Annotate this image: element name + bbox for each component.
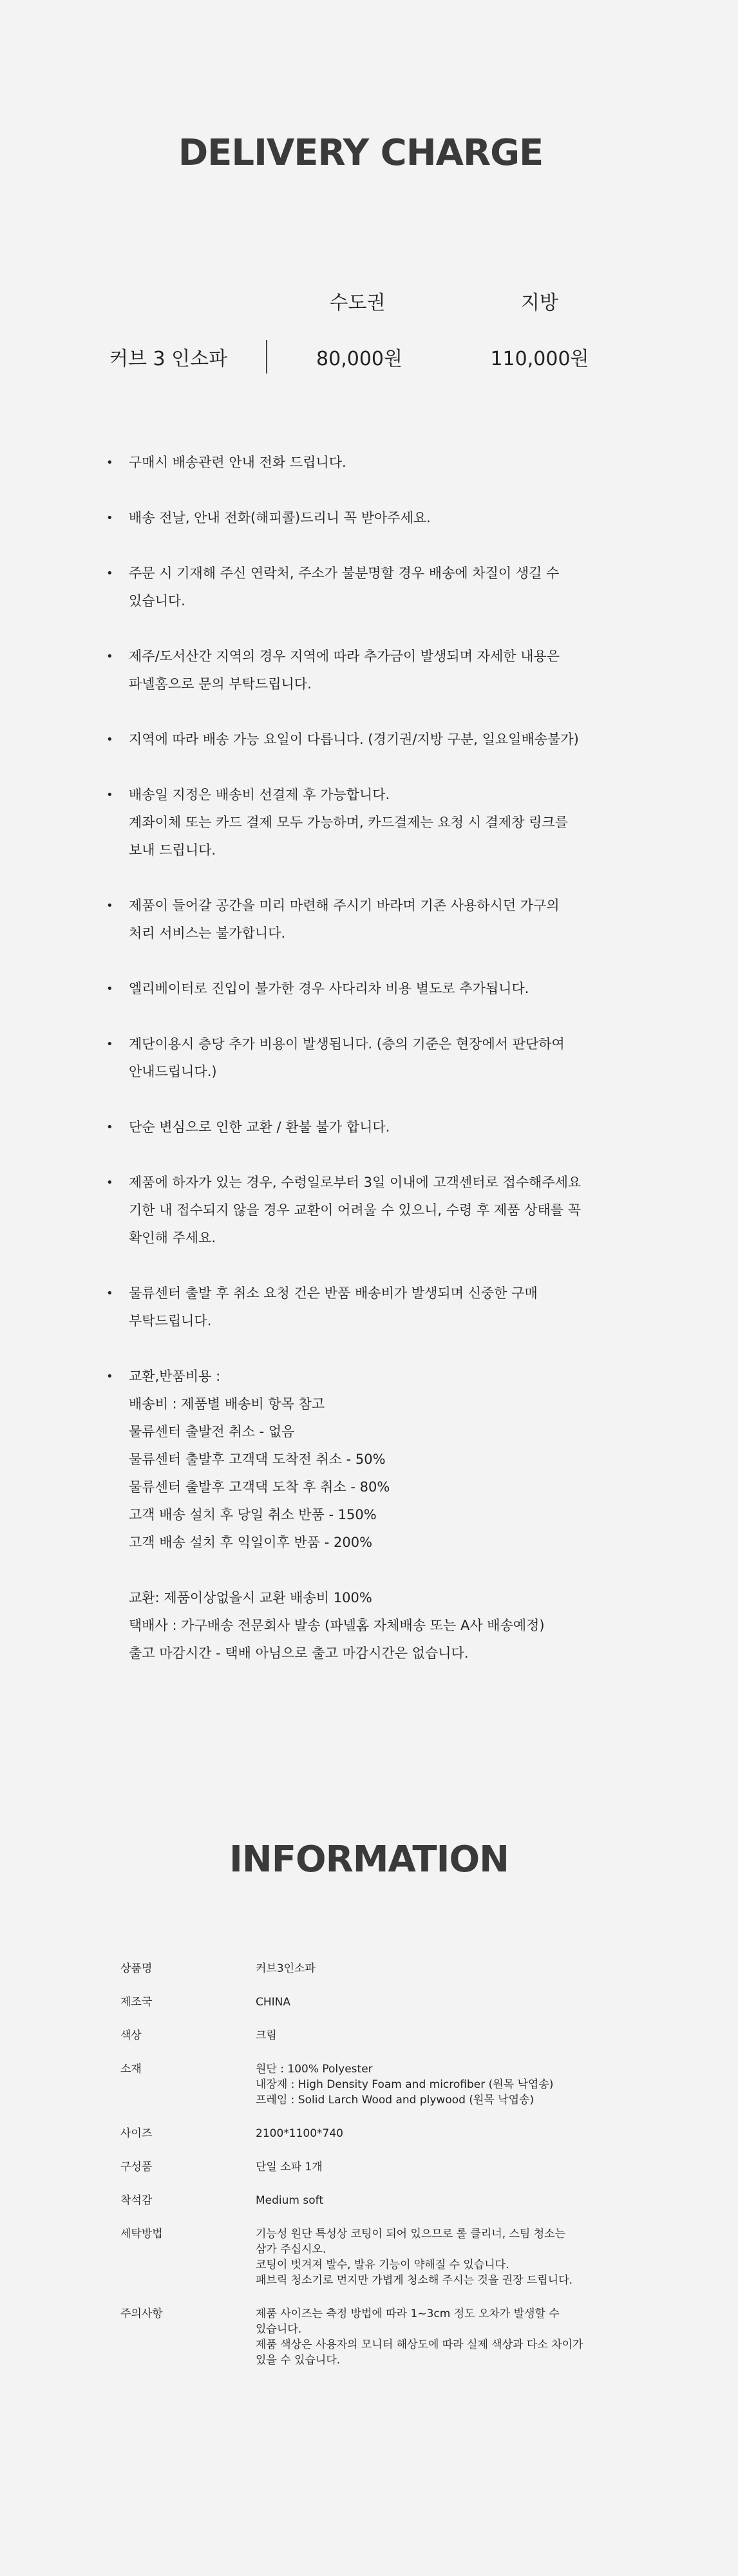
info-value [256,2061,553,2108]
information-table [120,1961,655,2386]
info-value [256,2193,323,2208]
notice-item [106,726,634,753]
notice-line: 교환: 제품이상없을시 교환 배송비 100% [129,1590,372,1605]
info-value-line: Medium soft [256,2194,323,2207]
notice-line: 물류센터 출발후 고객댁 도착 후 취소 - 80% [129,1479,390,1495]
info-row [120,2126,655,2141]
notice-line: • 물류센터 출발 후 취소 요청 건은 반품 배송비가 발생되며 신중한 구매 [129,1285,538,1301]
info-key: 구성품 [120,2161,153,2174]
notice-line: 고객 배송 설치 후 익일이후 반품 - 200% [129,1535,373,1550]
info-key: 상품명 [120,1962,153,1975]
notice-line: 보내 드립니다. [129,842,216,858]
info-key: 주의사항 [120,2307,163,2320]
info-row [120,1994,655,2010]
info-row [120,2159,655,2175]
info-value [256,1961,316,1976]
info-key: 소재 [120,2063,142,2076]
notice-spacer [129,1557,634,1584]
notice-line: • 제품에 하자가 있는 경우, 수령일로부터 3일 이내에 고객센터로 접수해주세요 [129,1175,582,1190]
info-value-line: 원단 : 100% Polyester [256,2063,373,2076]
notice-item [106,504,634,532]
info-key: 사이즈 [120,2127,153,2140]
notice-line: 물류센터 출발후 고객댁 도착전 취소 - 50% [129,1452,386,1467]
notice-line: • 배송일 지정은 배송비 선결제 후 가능합니다. [129,787,390,802]
header-local-area: 지방 [521,292,558,314]
notice-line: 확인해 주세요. [129,1230,216,1245]
notice-line: 배송비 : 제품별 배송비 항목 참고 [129,1396,325,1412]
notice-item [106,975,634,1003]
info-value [256,2306,583,2368]
notice-line: • 제주/도서산간 지역의 경우 지역에 따라 추가금이 발생되며 자세한 내용은 [129,649,560,664]
notice-line: • 배송 전날, 안내 전화(해피콜)드리니 꼭 받아주세요. [129,510,431,526]
notice-line: • 지역에 따라 배송 가능 요일이 다릅니다. (경기권/지방 구분, 일요일배송불가) [129,732,579,747]
info-row [120,2028,655,2043]
info-value-line: 제품 사이즈는 측정 방법에 따라 1~3cm 정도 오차가 발생할 수 [256,2307,560,2320]
info-value-line: 프레임 : Solid Larch Wood and plywood (원목 낙엽송) [256,2094,535,2107]
notice-line: 계좌이체 또는 카드 결제 모두 가능하며, 카드결제는 요청 시 결제창 링크를 [129,815,569,830]
information-title: INFORMATION [229,1839,509,1880]
info-row [120,2193,655,2208]
info-value [256,2226,572,2288]
info-value [256,2159,323,2175]
info-value-line: 내장재 : High Density Foam and microfiber (원목 낙엽송) [256,2078,554,2091]
notice-line: • 구매시 배송관련 안내 전화 드립니다. [129,455,346,470]
info-row [120,2061,655,2108]
info-value-line: 삼가 주십시오. [256,2243,326,2256]
info-value [256,2028,277,2043]
notice-line: 택배사 : 가구배송 전문회사 발송 (파넬홈 자체배송 또는 A사 배송예정) [129,1618,545,1633]
info-value-line: 2100*1100*740 [256,2127,343,2140]
info-value-line: 커브3인소파 [256,1962,316,1975]
info-value-line: 기능성 원단 특성상 코팅이 되어 있으므로 롤 클리너, 스팀 청소는 [256,2228,566,2240]
info-value [256,2126,343,2141]
notice-line: 기한 내 접수되지 않을 경우 교환이 어려울 수 있으니, 수령 후 제품 상태를 꼭 [129,1202,582,1218]
notice-line: 출고 마감시간 - 택배 아님으로 출고 마감시간은 없습니다. [129,1645,469,1661]
info-value-line: 크림 [256,2029,277,2042]
notice-item [106,892,634,947]
info-row [120,2306,655,2368]
info-value-line: 패브릭 청소기로 먼지만 가볍게 청소해 주시는 것을 권장 드립니다. [256,2274,573,2287]
info-key: 제조국 [120,1996,153,2009]
info-key: 착석감 [120,2194,153,2207]
info-row [120,1961,655,1976]
notice-line: 파넬홈으로 문의 부탁드립니다. [129,676,312,692]
notice-line: 부탁드립니다. [129,1313,212,1329]
info-value-line: 단일 소파 1개 [256,2161,323,2174]
info-key: 색상 [120,2029,142,2042]
notice-item [106,1363,634,1667]
info-value-line: 있을 수 있습니다. [256,2354,341,2367]
notice-item [106,1280,634,1335]
delivery-charge-title: DELIVERY CHARGE [178,132,544,174]
table-divider [266,340,267,374]
notice-item [106,449,634,477]
price-local-area: 110,000원 [490,348,589,370]
notice-line: • 단순 변심으로 인한 교환 / 환불 불가 합니다. [129,1119,390,1135]
info-value-line: 있습니다. [256,2323,302,2336]
notice-line: 고객 배송 설치 후 당일 취소 반품 - 150% [129,1507,377,1522]
info-value-line: 제품 색상은 사용자의 모니터 해상도에 따라 실제 색상과 다소 차이가 [256,2338,583,2351]
notice-item [106,560,634,615]
notice-item [106,1030,634,1086]
notice-line: 안내드립니다.) [129,1064,217,1079]
notice-item [106,1113,634,1141]
notice-line: 처리 서비스는 불가합니다. [129,925,286,941]
price-metro-area: 80,000원 [316,348,402,370]
notice-line: 있습니다. [129,593,185,609]
info-value [256,1994,290,2010]
info-value-line: CHINA [256,1996,291,2009]
notice-item [106,643,634,698]
info-key: 세탁방법 [120,2228,163,2240]
notice-line: • 교환,반품비용 : [129,1368,221,1384]
notice-line: • 제품이 들어갈 공간을 미리 마련해 주시기 바라며 기존 사용하시던 가구의 [129,898,560,913]
header-metro-area: 수도권 [329,292,386,314]
notice-line: • 계단이용시 층당 추가 비용이 발생됩니다. (층의 기준은 현장에서 판단하여 [129,1036,565,1052]
notice-line: • 주문 시 기재해 주신 연락처, 주소가 불분명할 경우 배송에 차질이 생길 수 [129,565,560,581]
notice-item [106,781,634,864]
notice-line: • 엘리베이터로 진입이 불가한 경우 사다리차 비용 별도로 추가됩니다. [129,981,529,996]
notice-item [106,1169,634,1252]
product-row-label: 커브 3 인소파 [109,348,228,370]
delivery-notice-list [106,449,634,1695]
info-value-line: 코팅이 벗겨져 발수, 발유 기능이 약해질 수 있습니다. [256,2259,509,2271]
info-row [120,2226,655,2288]
notice-line: 물류센터 출발전 취소 - 없음 [129,1424,295,1439]
